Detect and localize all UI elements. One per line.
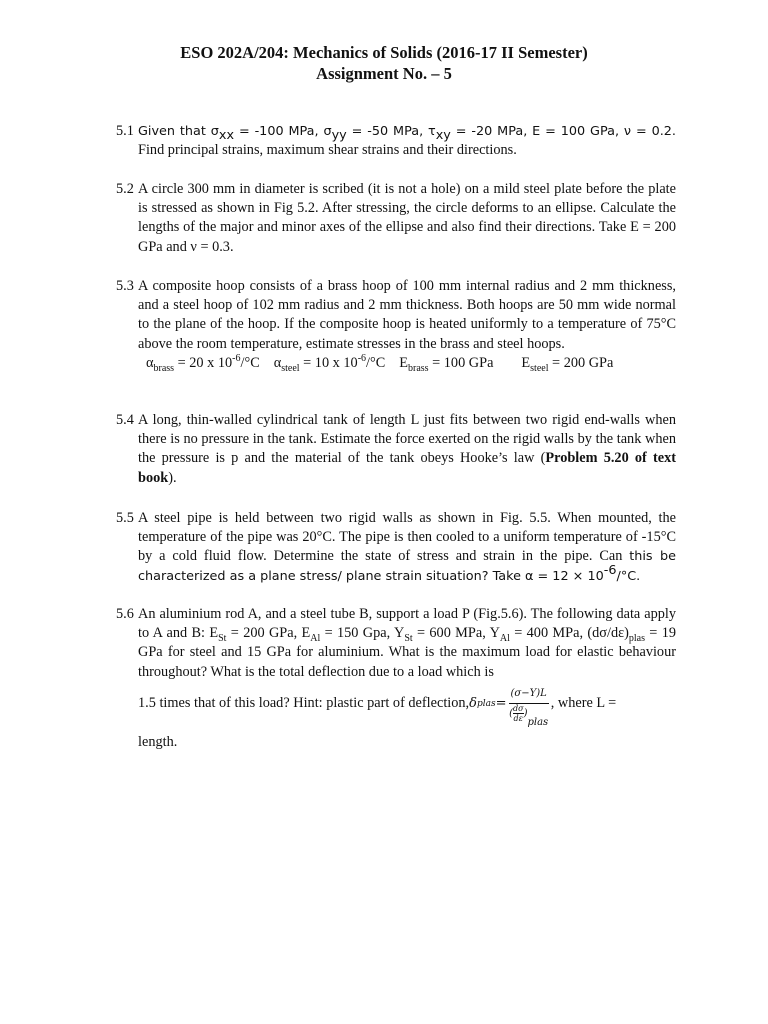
problem-text: A long, thin-walled cylindrical tank of length L just fits between two rigid end-walls when there is no pressure in the tank. Estimate the force exerted on the rigid walls by the tank when the pressure is p and the material of the tank obeys Hooke’s law (Problem 5.20 of text book). — [138, 412, 676, 486]
problem-5-6 — [116, 605, 676, 752]
problem-text: A steel pipe is held between two rigid walls as shown in Fig. 5.5. When mounted, the temperature of the pipe was 20°C. The pipe is then cooled to a uniform temperature of -15°C by a cold fluid flow. Determine the state of stress and strain in the pipe. Can this be characterized as a plane stress/ plane strain situation? Take $\alpha = 12 \times 10^{-6}/^\circ C$. — [138, 510, 676, 584]
problem-number: 5.4 — [116, 412, 134, 428]
problem-number: 5.3 — [116, 278, 134, 294]
material-constants: $\alpha_{brass} = 20$ x $10^{-6}/^\circ C$ $\alpha_{steel} = 10$ x $10^{-6}/^\circ C$ $E_{brass} = 100$ GPa $E_{steel} = 200$ GPa — [146, 353, 614, 374]
hint-line: 1.5 times that of this load? Hint: plastic part of deflection, δ plas = (σ−Y)L ( dσ dε ) plas , where L = — [138, 684, 676, 723]
problem-5-1 — [116, 122, 676, 160]
problem-number: 5.5 — [116, 510, 134, 526]
problem-5-5 — [116, 509, 676, 586]
problem-text: A composite hoop consists of a brass hoop of 100 mm internal radius and 2 mm thickness, and a steel hoop of 102 mm radius and 2 mm thickness. Both hoops are 50 mm wide normal to the plane of the hoop. If the composite hoop is heated uniformly to a temperature of 75°C above the room temperature, estimate stresses in the brass and steel hoops. — [138, 278, 676, 352]
course-title: ESO 202A/204: Mechanics of Solids (2016-17 II Semester) — [180, 43, 588, 62]
textbook-reference: Problem 5.20 of text book — [138, 450, 676, 486]
deflection-fraction: (σ−Y)L ( dσ dε ) plas — [509, 684, 549, 723]
problem-number: 5.1 — [116, 123, 134, 139]
continuation-text: length. — [138, 734, 178, 751]
problem-5-4 — [116, 411, 676, 488]
problem-text: Given that $\sigma_{xx} = -100$ MPa, $\sigma_{yy} = -50$ MPa, $\tau_{xy} = -20$ MPa, E = 100 GPa, ν = 0.2. Find principal strains, maximum shear strains and their directions. — [138, 124, 676, 159]
problem-number: 5.6 — [116, 606, 134, 622]
assignment-title: Assignment No. – 5 — [316, 64, 452, 83]
problem-5-3 — [116, 277, 676, 373]
problem-text: A circle 300 mm in diameter is scribed (it is not a hole) on a mild steel plate before the plate is stressed as shown in Fig 5.2. After stressing, the circle deforms to an ellipse. Calculate the lengths of the major and minor axes of the ellipse and also find their directions. Take E = 200 GPa and ν = 0.3. — [138, 181, 676, 255]
problem-5-2 — [116, 180, 676, 257]
delta-symbol: δ — [469, 695, 477, 711]
document-header — [0, 42, 768, 84]
problem-text: An aluminium rod A, and a steel tube B, support a load P (Fig.5.6). The following data apply to A and B: $E_{St} = 200$ GPa, $E_{Al} = 150$ Gpa, $Y_{St} = 600$ MPa, $Y_{Al} = 400$ MPa, $(d\sigma/d\varepsilon)_{plas} = 19$ GPa for steel and 15 GPa for aluminium. What is the maximum load for elastic behaviour throughout? What is the total deflection due to a load which is — [138, 606, 677, 680]
problem-number: 5.2 — [116, 181, 134, 197]
